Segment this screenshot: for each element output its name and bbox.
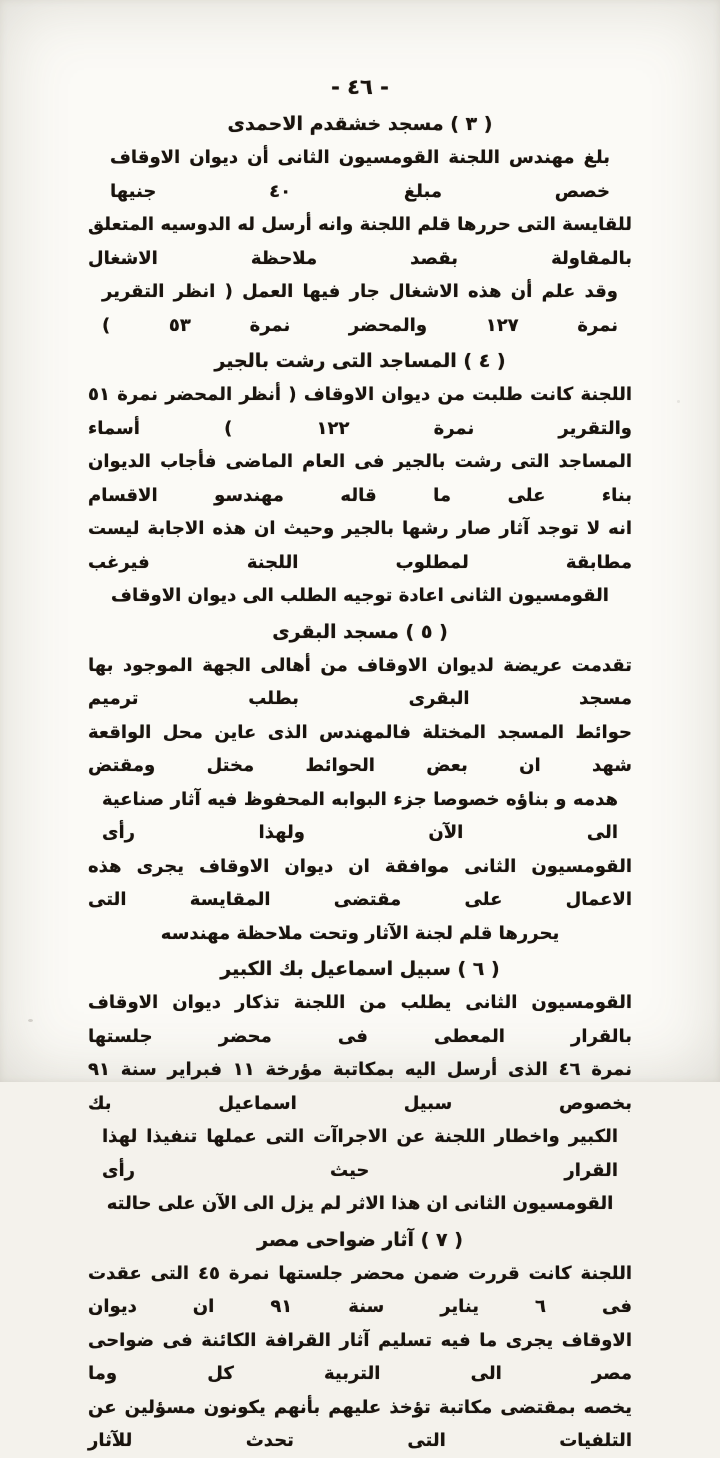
text-line: نمرة ٤٦ الذى أرسل اليه بمكاتبة مؤرخة ١١ فبراير سنة ٩١ بخصوص سبيل اسماعيل بك bbox=[88, 1059, 633, 1114]
page-number: - ٤٦ - bbox=[331, 75, 389, 99]
scan-speck bbox=[677, 400, 680, 403]
text-line: حوائط المسجد المختلة فالمهندس الذى عاين محل الواقعة شهد ان بعض الحوائط مختل ومقتض bbox=[88, 721, 632, 776]
text-line: القومسيون الثانى موافقة ان ديوان الاوقاف يجرى هذه الاعمال على مقتضى المقايسة التى bbox=[88, 855, 632, 910]
text-line: اللجنة كانت طلبت من ديوان الاوقاف ( أنظر المحضر نمرة ٥١ والتقرير نمرة ١٢٢ ) أسماء bbox=[88, 384, 632, 439]
section-3-mosque-khushqadam bbox=[88, 108, 632, 342]
section-heading: ( ٣ ) مسجد خشقدم الاحمدى bbox=[227, 113, 493, 135]
text-line: يحررها قلم لجنة الآثار وتحت ملاحظة مهندسه bbox=[160, 922, 560, 944]
section-7-monuments-cairo-suburbs bbox=[88, 1224, 632, 1458]
text-line: اللجنة كانت قررت ضمن محضر جلستها نمرة ٤٥ التى عقدت فى ٦ يناير سنة ٩١ ان ديوان bbox=[88, 1262, 632, 1317]
text-line: انه لا توجد آثار صار رشها بالجير وحيث ان هذه الاجابة ليست مطابقة لمطلوب اللجنة فيرغب bbox=[88, 518, 632, 573]
section-heading: ( ٥ ) مسجد البقرى bbox=[272, 620, 448, 643]
page-content bbox=[88, 72, 632, 1458]
text-line: للقايسة التى حررها قلم اللجنة وانه أرسل له الدوسيه المتعلق بالمقاولة بقصد ملاحظة الاشغال bbox=[88, 214, 632, 269]
section-6-sabil-ismail-bek bbox=[88, 953, 632, 1221]
text-line: بلغ مهندس اللجنة القومسيون الثانى أن ديوان الاوقاف خصص مبلغ ٤٠ جنيها bbox=[110, 147, 610, 202]
section-4-mosques-limewashed bbox=[88, 345, 632, 613]
text-line: وقد علم أن هذه الاشغال جار فيها العمل ( انظر التقرير نمرة ١٢٧ والمحضر نمرة ٥٣ ) bbox=[102, 281, 619, 336]
text-line: هدمه و بناؤه خصوصا جزء البوابه المحفوظ فيه آثار صناعية الى الآن ولهذا رأى bbox=[102, 788, 618, 843]
text-line: القومسيون الثانى اعادة توجيه الطلب الى ديوان الاوقاف bbox=[111, 585, 609, 606]
text-line: يخصه بمقتضى مكاتبة تؤخذ عليهم بأنهم يكونون مسؤلين عن التلفيات التى تحدث للآثار bbox=[88, 1396, 632, 1451]
text-line: القومسيون الثانى ان هذا الاثر لم يزل الى الآن على حالته bbox=[106, 1193, 614, 1214]
section-heading: ( ٧ ) آثار ضواحى مصر bbox=[257, 1228, 463, 1251]
text-line: تقدمت عريضة لديوان الاوقاف من أهالى الجهة الموجود بها مسجد البقرى بطلب ترميم bbox=[88, 654, 632, 709]
section-heading: ( ٦ ) سبيل اسماعيل بك الكبير bbox=[220, 958, 500, 980]
scan-speck bbox=[28, 1019, 33, 1022]
section-5-mosque-baqari bbox=[88, 616, 632, 951]
text-line: الاوقاف يجرى ما فيه تسليم آثار القرافة الكائنة فى ضواحى مصر الى التربية كل وما bbox=[88, 1329, 632, 1384]
text-line: القومسيون الثانى يطلب من اللجنة تذكار ديوان الاوقاف بالقرار المعطى فى محضر جلستها bbox=[88, 992, 632, 1047]
text-line: الكبير واخطار اللجنة عن الاجراآت التى عملها تنفيذا لهذا القرار حيث رأى bbox=[102, 1126, 618, 1181]
section-heading: ( ٤ ) المساجد التى رشت بالجير bbox=[214, 350, 506, 372]
text-line: المساجد التى رشت بالجير فى العام الماضى فأجاب الديوان بناء على ما قاله مهندسو الاقسام bbox=[88, 451, 632, 506]
